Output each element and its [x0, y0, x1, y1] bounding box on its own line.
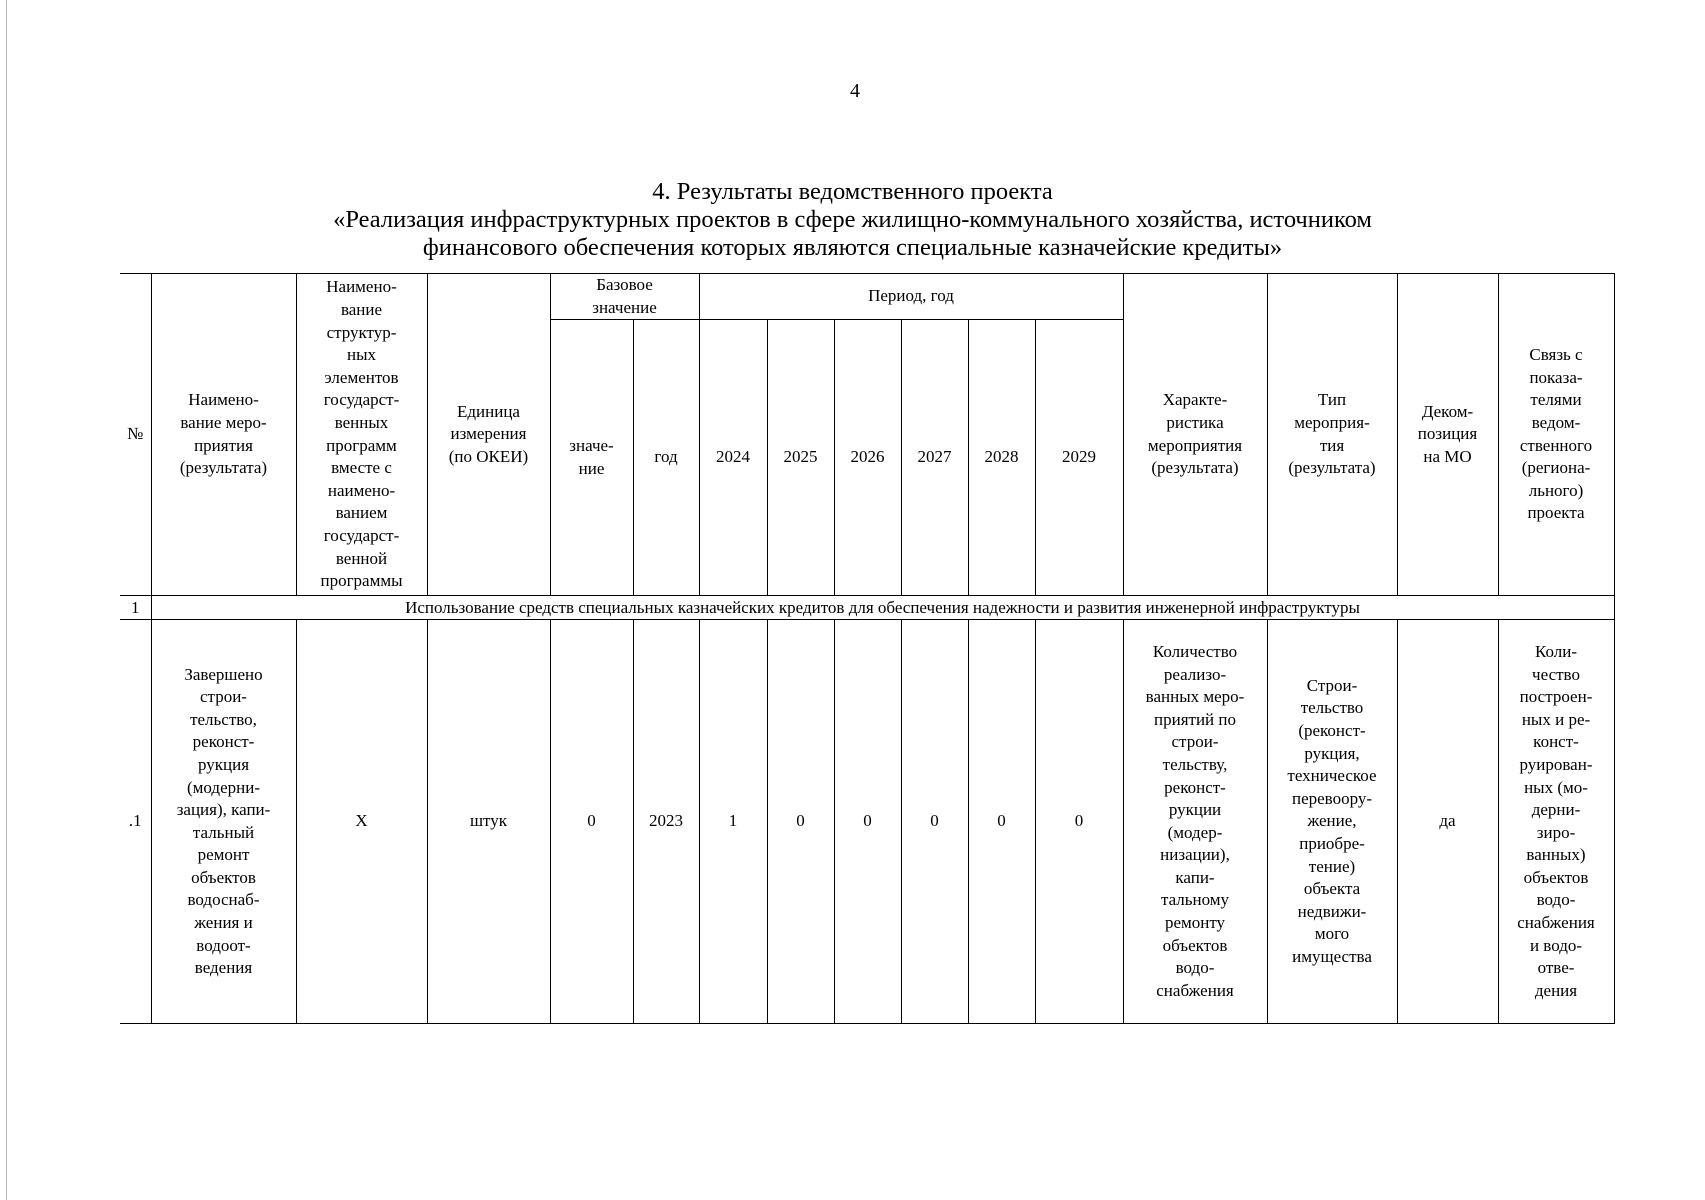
row-value-2025: 0 — [767, 620, 834, 1024]
header-structural-elements: Наимено- вание структур- ных элементов государст- венных программ вместе с наимено- ванием государст- венной программы — [296, 274, 427, 596]
row-unit: штук — [427, 620, 550, 1024]
row-link: Коли- чество построен- ных и ре- конст- руирован- ных (мо- дерни- зиро- ванных) объектов водо- снабжения и водо- отве- дения — [1498, 620, 1614, 1024]
header-year-2029: 2029 — [1035, 320, 1123, 596]
header-link: Связь с показа- телями ведом- ственного (региона- льного) проекта — [1498, 274, 1614, 596]
section-title: Использование средств специальных казначейских кредитов для обеспечения надежности и развития инженерной инфраструктуры — [151, 596, 1614, 620]
row-num: .1 — [120, 620, 151, 1024]
header-row-1 — [120, 274, 1614, 320]
header-num: № — [120, 274, 151, 596]
header-base-value: значе- ние — [550, 320, 633, 596]
header-year-2027: 2027 — [901, 320, 968, 596]
row-value-2027: 0 — [901, 620, 968, 1024]
page-number: 4 — [850, 80, 860, 102]
row-name: Завершено строи- тельство, реконст- рукция (модерни- зация), капи- тальный ремонт объектов водоснаб- жения и водоот- ведения — [151, 620, 296, 1024]
header-decomposition: Деком- позиция на МО — [1397, 274, 1498, 596]
row-decomposition: да — [1397, 620, 1498, 1024]
row-type: Строи- тельство (реконст- рукция, техническое перевоору- жение, приобре- тение) объекта недвижи- мого имущества — [1267, 620, 1397, 1024]
header-year-2028: 2028 — [968, 320, 1035, 596]
section-row — [120, 596, 1614, 620]
header-period: Период, год — [699, 274, 1123, 320]
scan-left-edge — [6, 0, 7, 1200]
section-heading — [200, 178, 1505, 262]
table-row — [120, 620, 1614, 1024]
results-table — [120, 273, 1615, 1024]
row-structural: X — [296, 620, 427, 1024]
header-base-year: год — [633, 320, 699, 596]
header-unit: Единица измерения (по ОКЕИ) — [427, 274, 550, 596]
heading-line-1: 4. Результаты ведомственного проекта — [652, 178, 1053, 205]
row-value-2028: 0 — [968, 620, 1035, 1024]
row-value-2024: 1 — [699, 620, 767, 1024]
header-year-2025: 2025 — [767, 320, 834, 596]
heading-line-3: финансового обеспечения которых являются специальные казначейские кредиты» — [422, 234, 1283, 261]
header-year-2026: 2026 — [834, 320, 901, 596]
row-value-2026: 0 — [834, 620, 901, 1024]
header-characteristic: Характе- ристика мероприятия (результата) — [1123, 274, 1267, 596]
header-type: Тип мероприя- тия (результата) — [1267, 274, 1397, 596]
row-value-2029: 0 — [1035, 620, 1123, 1024]
header-base: Базовое значение — [550, 274, 699, 320]
row-base-value: 0 — [550, 620, 633, 1024]
header-year-2024: 2024 — [699, 320, 767, 596]
header-name: Наимено- вание меро- приятия (результата) — [151, 274, 296, 596]
section-num: 1 — [120, 596, 151, 620]
row-characteristic: Количество реализо- ванных меро- приятий по строи- тельству, реконст- рукции (модер- низации), капи- тальному ремонту объектов водо- снабжения — [1123, 620, 1267, 1024]
row-base-year: 2023 — [633, 620, 699, 1024]
heading-line-2: «Реализация инфраструктурных проектов в сфере жилищно-коммунального хозяйства, источником — [333, 206, 1372, 233]
